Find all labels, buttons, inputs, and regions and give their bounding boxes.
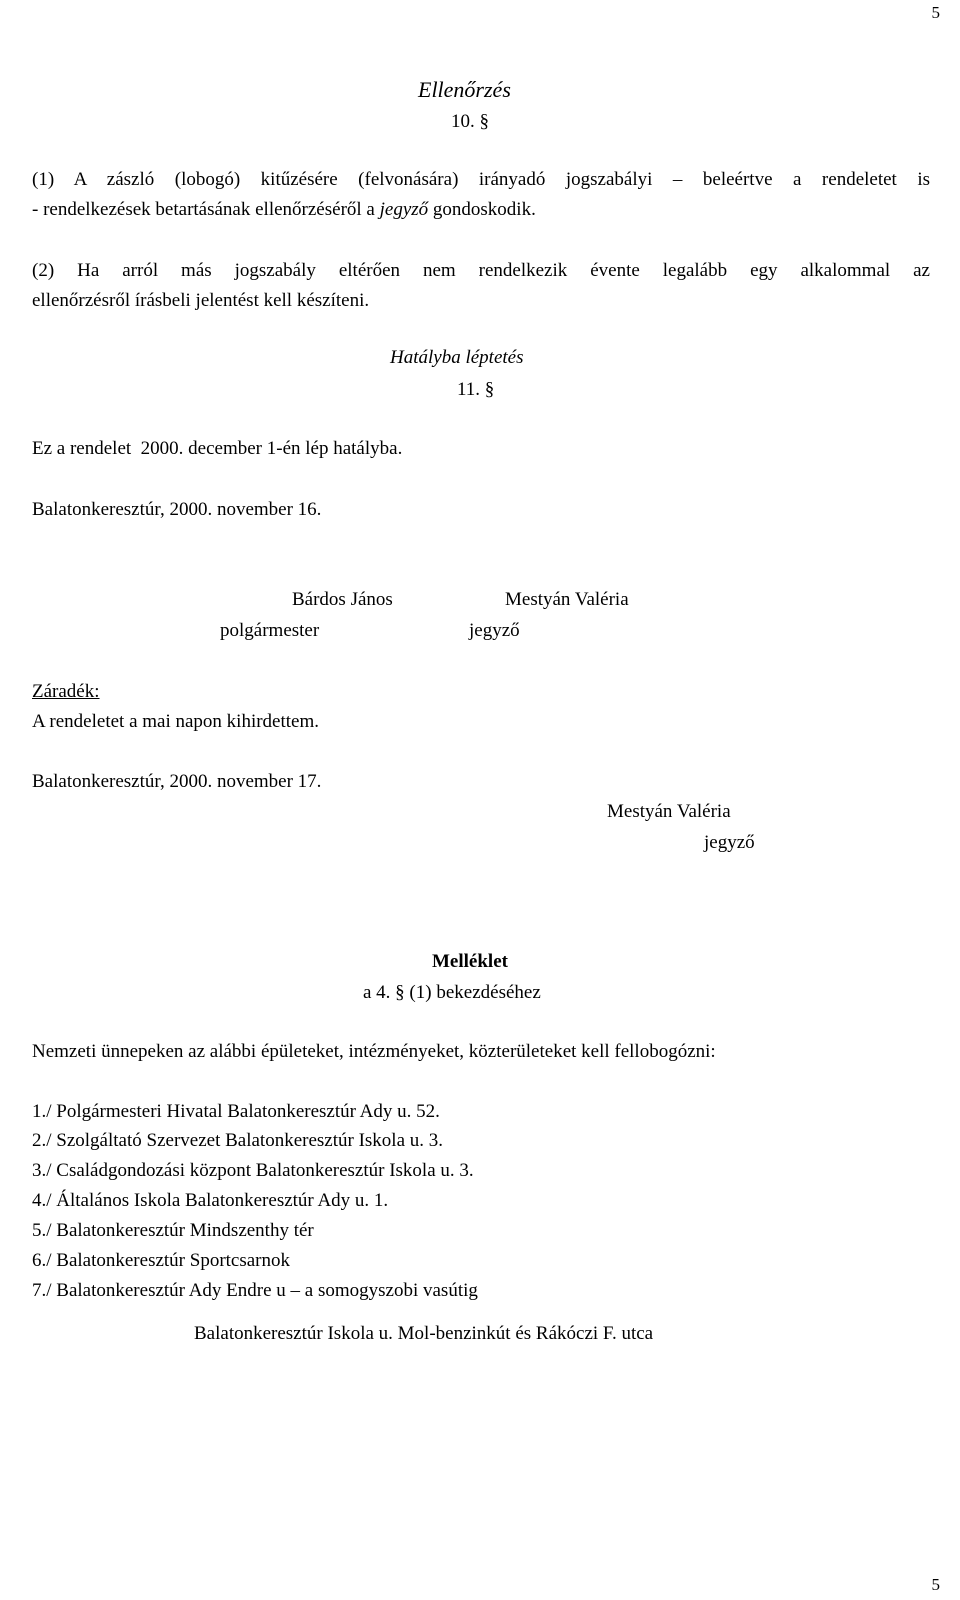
page-number-top: 5: [931, 3, 940, 22]
clause-heading: Záradék:: [32, 681, 100, 702]
page-number-bottom: 5: [931, 1575, 940, 1594]
mayor-title: polgármester: [220, 620, 320, 641]
annex-list-item: 3./ Családgondozási központ Balatonkeresztúr Iskola u. 3.: [32, 1160, 474, 1181]
annex-list-item: 2./ Szolgáltató Szervezet Balatonkeresztúr Iskola u. 3.: [32, 1130, 444, 1151]
annex-list-item: 4./ Általános Iskola Balatonkeresztúr Ady u. 1.: [32, 1190, 389, 1211]
section-10-paragraph-2-line-1: (2) Ha arról más jogszabály eltérően nem rendelkezik évente legalább egy alkalommal az: [32, 260, 930, 281]
clause-notary-title: jegyző: [704, 832, 755, 853]
clause-text: A rendeletet a mai napon kihirdettem.: [32, 711, 320, 732]
annex-intro: Nemzeti ünnepeken az alábbi épületeket, intézményeket, közterületeket kell fellobogózni:: [32, 1041, 716, 1062]
signing-place-date: Balatonkeresztúr, 2000. november 16.: [32, 499, 322, 520]
p1-line2-text-pre: - rendelkezések betartásának ellenőrzéséről a: [32, 199, 380, 220]
notary-name: Mestyán Valéria: [505, 589, 629, 610]
section-10-number: 10. §: [451, 111, 489, 132]
annex-list-item: 1./ Polgármesteri Hivatal Balatonkeresztúr Ady u. 52.: [32, 1101, 440, 1122]
annex-list-item-7-continuation: Balatonkeresztúr Iskola u. Mol-benzinkút és Rákóczi F. utca: [194, 1323, 654, 1344]
annex-title: Melléklet: [432, 951, 508, 972]
clause-notary-name: Mestyán Valéria: [607, 801, 731, 822]
annex-subtitle: a 4. § (1) bekezdéséhez: [363, 982, 541, 1003]
section-11-text: Ez a rendelet 2000. december 1-én lép hatályba.: [32, 438, 403, 459]
annex-list-item: 7./ Balatonkeresztúr Ady Endre u – a somogyszobi vasútig: [32, 1280, 478, 1301]
clause-place-date: Balatonkeresztúr, 2000. november 17.: [32, 771, 322, 792]
p1-line2-italic-word: jegyző: [379, 199, 429, 220]
section-10-paragraph-2-line-2: ellenőrzésről írásbeli jelentést kell készíteni.: [32, 290, 370, 311]
annex-list-item: 5./ Balatonkeresztúr Mindszenthy tér: [32, 1220, 314, 1241]
notary-title: jegyző: [469, 620, 520, 641]
p1-line2-text-post: gondoskodik.: [428, 199, 536, 220]
mayor-name: Bárdos János: [292, 589, 393, 610]
annex-list-item: 6./ Balatonkeresztúr Sportcsarnok: [32, 1250, 291, 1271]
section-10-title: Ellenőrzés: [418, 77, 511, 102]
section-11-title: Hatályba léptetés: [390, 347, 524, 368]
section-11-number: 11. §: [457, 379, 495, 400]
section-10-paragraph-1-line-1: (1) A zászló (lobogó) kitűzésére (felvonására) irányadó jogszabályi – beleértve a rendeletet is: [32, 169, 930, 190]
section-10-paragraph-1-line-2: [32, 198, 536, 222]
